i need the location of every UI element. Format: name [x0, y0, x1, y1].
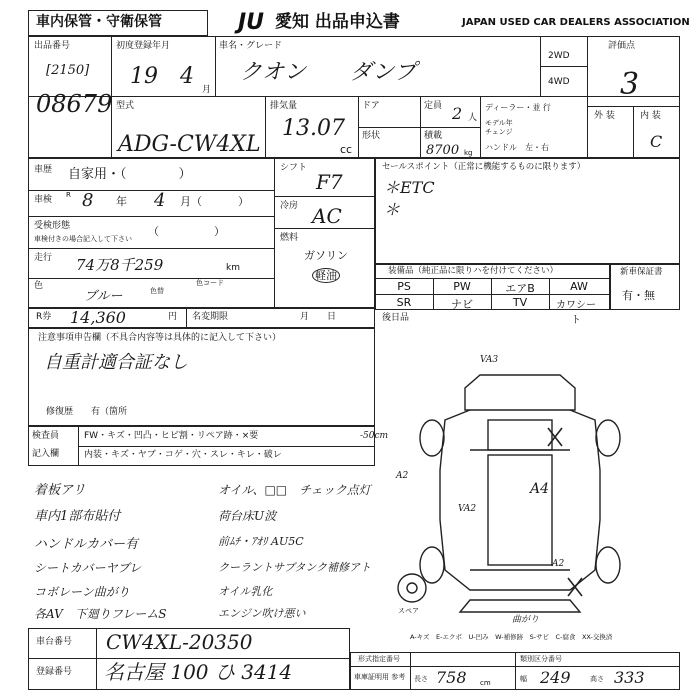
- ju-logo: JU: [238, 10, 265, 35]
- mileage-label: 走行: [34, 253, 53, 263]
- load-label: 積載: [424, 131, 443, 141]
- shift-value: F7: [316, 170, 343, 194]
- remark-left-3: ハンドルカバー有: [34, 537, 139, 552]
- inspector-row-2: 内装・キズ・ヤブ・コゲ・穴・スレ・キレ・破レ: [84, 450, 282, 460]
- cert-doc-label: 車庫証明用 参考: [354, 673, 406, 681]
- door-label: ドア: [362, 101, 380, 111]
- color-change: 色替: [150, 287, 164, 295]
- drive-2wd: 2WD: [548, 51, 570, 61]
- inspection-month: 4: [154, 190, 166, 211]
- recycle-value: 14,360: [70, 308, 126, 327]
- inspector-row-1: FW・キズ・凹凸・ヒビ割・リペア跡・×要: [84, 431, 259, 441]
- first-reg-month: 4: [180, 64, 194, 89]
- equip-leather-seat: カワシート: [556, 300, 596, 326]
- diagram-legend: A-キズ E-エクボ U-凹み W-補修跡 S-サビ C-腐食 XX-交換済: [410, 633, 613, 641]
- capacity-label: 定員: [424, 101, 443, 111]
- diagram-mark-a2-rear: A2: [552, 559, 565, 569]
- inspection-label: 車検: [34, 195, 53, 205]
- model-label: 型式: [116, 101, 135, 111]
- equip-sr: SR: [396, 296, 412, 309]
- association-name: JAPAN USED CAR DEALERS ASSOCIATION: [462, 17, 690, 28]
- cert-width-value: 249: [540, 668, 571, 687]
- color-label: 色: [34, 281, 44, 291]
- cert-length-label: 長さ: [414, 675, 428, 683]
- history-label: 車歴: [34, 165, 53, 175]
- first-reg-month-unit: 月: [202, 85, 212, 95]
- diagram-mark-a4: A4: [530, 481, 550, 497]
- rating-value: 3: [620, 67, 640, 102]
- inspection-month-unit: 月（: [180, 195, 202, 208]
- sales-point-item-2: ＊: [384, 200, 401, 219]
- org-title: 愛知 出品申込書: [275, 12, 400, 32]
- cert-length-unit: cm: [480, 679, 491, 687]
- rating-label: 評価点: [608, 41, 636, 51]
- cert-width-label: 幅: [520, 675, 527, 683]
- displacement-value: 13.07: [282, 116, 345, 141]
- capacity-unit: 人: [468, 113, 478, 123]
- inspector-label-2: 記入欄: [32, 449, 60, 459]
- remark-right-2: 荷台床U波: [218, 509, 277, 523]
- interior-label: 内 装: [640, 111, 661, 121]
- load-value: 8700: [426, 143, 460, 158]
- warranty-value: 有・無: [622, 289, 655, 302]
- remark-right-3: 前ﾑﾁ・ｱｵﾘ AU5C: [218, 535, 304, 548]
- notes-label: 注意事項申告欄（不具合内容等は具体的に記入して下さい）: [38, 333, 282, 343]
- model-year-label: モデル年: [485, 119, 513, 127]
- cert-label-1: 形式指定番号: [358, 655, 400, 663]
- received-value: （ ）: [148, 225, 225, 238]
- diagram-mark-va2: VA2: [458, 504, 477, 514]
- mileage-value: 74万8千259: [76, 256, 164, 274]
- displacement-label: 排気量: [270, 101, 298, 111]
- chassis-label: 車台番号: [36, 637, 73, 647]
- remark-left-5: コボレーン曲がり: [34, 585, 130, 599]
- model-value: ADG-CW4XL: [118, 132, 261, 157]
- equip-airbag: エアB: [505, 282, 535, 295]
- registration-label: 登録番号: [36, 667, 73, 677]
- change-label: チェンジ: [485, 128, 513, 136]
- name-change-label: 名変期限: [192, 312, 229, 322]
- drive-4wd: 4WD: [548, 77, 570, 87]
- lot-number-label: 出品番号: [34, 41, 71, 51]
- remark-left-1: 着板アリ: [34, 483, 86, 498]
- name-change-unit: 月 日: [300, 312, 337, 322]
- received-note: 車検付きの場合記入して下さい: [34, 235, 132, 243]
- cert-height-value: 333: [614, 668, 645, 687]
- sales-point-label: セールスポイント（正常に機能するものに限ります）: [382, 162, 586, 172]
- equip-tv: TV: [512, 296, 528, 309]
- equip-navi: ナビ: [451, 298, 473, 311]
- equip-ps: PS: [397, 280, 411, 293]
- storage-title: 車内保管・守衛保管: [36, 14, 162, 30]
- car-name-label: 車名・グレード: [219, 41, 283, 51]
- chassis-value: CW4XL-20350: [106, 630, 253, 654]
- exterior-label: 外 装: [594, 111, 615, 121]
- remark-left-6: 各AV 下廻りフレームS: [34, 607, 167, 621]
- mileage-unit: km: [226, 263, 240, 273]
- displacement-unit: cc: [340, 143, 353, 156]
- lot-number: 08679: [36, 90, 113, 118]
- color-value: ブルー: [84, 289, 123, 304]
- load-unit: kg: [464, 149, 473, 157]
- equip-pw: PW: [453, 280, 471, 293]
- first-reg-year: 19: [130, 64, 158, 89]
- fuel-value-1: ガソリン: [304, 249, 348, 262]
- interior-value: C: [650, 132, 663, 151]
- shape-label: 形状: [362, 131, 381, 141]
- inspector-row-1-extra: -50cm: [360, 431, 389, 441]
- aircon-value: AC: [312, 204, 342, 228]
- inspector-label-1: 検査員: [32, 431, 60, 441]
- recycle-unit: 円: [168, 312, 178, 322]
- diagram-mark-va3: VA3: [480, 355, 499, 365]
- warranty-label: 新車保証書: [620, 267, 663, 277]
- inspection-year: 8: [82, 190, 94, 211]
- color-code-label: 色コード: [196, 279, 224, 287]
- diagram-bent: 曲がり: [512, 615, 540, 625]
- remark-right-5: オイル乳化: [218, 585, 273, 598]
- repair-history-label: 修復歴 有（箇所: [46, 407, 128, 417]
- remark-right-6: エンジン吹け悪い: [218, 607, 306, 620]
- cert-length-value: 758: [436, 668, 467, 687]
- car-name-value: クオン ダンプ: [240, 60, 417, 85]
- equip-aw: AW: [570, 280, 588, 293]
- history-value: 自家用・（ ）: [68, 167, 192, 182]
- dealer-label: ディーラー・並 行: [485, 103, 551, 112]
- received-label: 受検形態: [34, 221, 71, 231]
- shift-label: シフト: [280, 163, 308, 173]
- registration-value: 名古屋 100 ひ 3414: [104, 660, 293, 684]
- fuel-value-2: 軽油: [312, 268, 340, 283]
- sales-point-item-1: ＊ETC: [384, 178, 435, 197]
- remark-right-4: クーラントサブタンク補修アト: [218, 561, 372, 574]
- first-reg-label: 初度登録年月: [116, 41, 171, 51]
- fuel-label: 燃料: [280, 233, 299, 243]
- equipment-label: 装備品（純正品に限りハを付けてください）: [388, 266, 559, 276]
- cert-label-2: 類別区分番号: [520, 655, 562, 663]
- notes-value: 自重計適合証なし: [44, 352, 188, 373]
- handle-label: ハンドル 左・右: [485, 143, 549, 152]
- recycle-label: R券: [36, 312, 52, 322]
- diagram-spare: スペア: [398, 607, 419, 615]
- lot-bracket: [2150]: [46, 63, 90, 78]
- capacity-value: 2: [452, 104, 463, 123]
- remark-left-4: シートカバーヤブレ: [34, 561, 142, 575]
- aircon-label: 冷房: [280, 201, 299, 211]
- remark-left-2: 車内1部布貼付: [34, 509, 121, 524]
- cert-height-label: 高さ: [590, 675, 604, 683]
- remark-right-1: オイル、□□ チェック点灯: [218, 483, 371, 497]
- diagram-mark-a2-left: A2: [396, 471, 409, 481]
- inspection-year-unit: 年: [116, 195, 127, 208]
- post-entry-label: 後日品: [382, 313, 410, 323]
- inspection-era: R: [66, 191, 71, 199]
- inspection-close: ）: [238, 195, 249, 208]
